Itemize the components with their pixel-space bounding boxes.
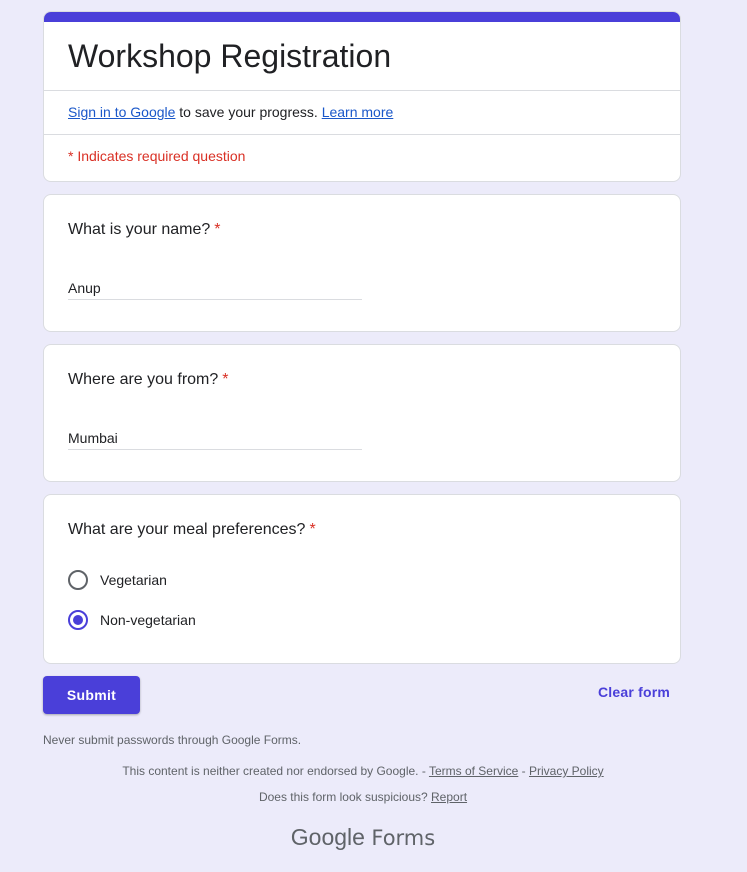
- question-title: [68, 521, 316, 539]
- form-header-card: [43, 11, 681, 182]
- radio-label: Non-vegetarian: [100, 612, 196, 628]
- report-link[interactable]: Report: [431, 790, 468, 804]
- question-card-location: [43, 344, 681, 482]
- question-title: [68, 371, 229, 389]
- location-input[interactable]: [68, 427, 362, 450]
- radio-option-non-vegetarian[interactable]: [68, 610, 196, 630]
- header-accent-bar: [44, 12, 680, 22]
- google-forms-logo[interactable]: [0, 824, 726, 851]
- learn-more-link[interactable]: Learn more: [321, 104, 394, 120]
- terms-link[interactable]: Terms of Service: [428, 764, 519, 778]
- radio-label: Vegetarian: [100, 572, 167, 588]
- password-warning: Never submit passwords through Google Forms.: [43, 733, 302, 747]
- disclaimer-text: This content is neither created nor endorsed by Google. -: [122, 764, 429, 778]
- disclaimer-row: [0, 764, 726, 778]
- separator: -: [518, 764, 529, 778]
- divider: [44, 90, 680, 91]
- radio-button[interactable]: [68, 570, 88, 590]
- required-star: *: [214, 221, 221, 238]
- divider: [44, 134, 680, 135]
- submit-button[interactable]: Submit: [43, 676, 140, 714]
- required-star: *: [222, 371, 229, 388]
- question-title: [68, 221, 221, 239]
- name-input[interactable]: [68, 277, 362, 300]
- question-card-name: [43, 194, 681, 332]
- clear-form-button[interactable]: Clear form: [598, 684, 671, 700]
- question-title-text: Where are you from?: [68, 371, 219, 388]
- signin-row: [68, 104, 393, 120]
- privacy-link[interactable]: Privacy Policy: [528, 764, 604, 778]
- required-star: *: [309, 521, 316, 538]
- signin-link[interactable]: Sign in to Google: [68, 104, 176, 120]
- question-card-meal: [43, 494, 681, 664]
- form-title: Workshop Registration: [68, 38, 392, 74]
- question-title-text: What is your name?: [68, 221, 211, 238]
- radio-button-selected[interactable]: [68, 610, 88, 630]
- radio-option-vegetarian[interactable]: [68, 570, 167, 590]
- brand-forms: Forms: [371, 826, 436, 850]
- suspicious-text: Does this form look suspicious?: [258, 790, 432, 804]
- question-title-text: What are your meal preferences?: [68, 521, 306, 538]
- required-note: * Indicates required question: [68, 148, 246, 164]
- signin-text: to save your progress.: [175, 104, 322, 120]
- suspicious-row: [0, 790, 726, 804]
- brand-google: Google: [290, 824, 365, 850]
